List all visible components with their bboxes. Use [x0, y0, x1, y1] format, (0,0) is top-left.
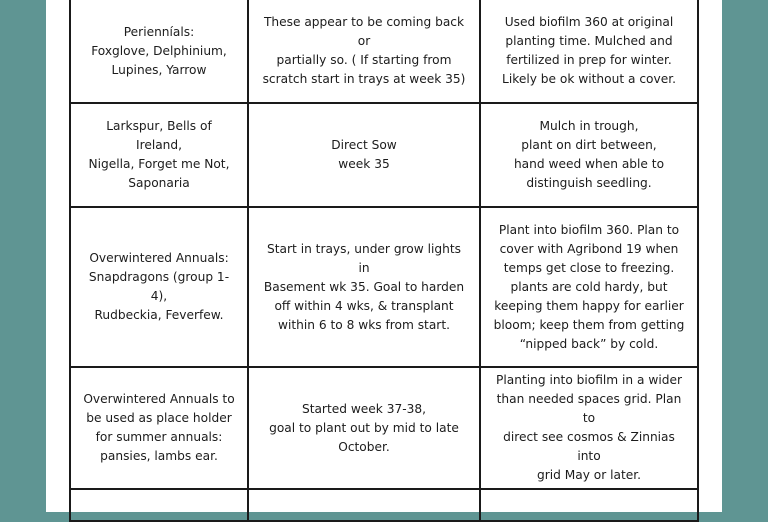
timing-cell: Direct Sow week 35 [248, 103, 480, 207]
empty-cell [480, 489, 698, 521]
plants-cell: Overwintered Annuals to be used as place holder for summer annuals: pansies, lambs ear. [70, 367, 248, 489]
notes-cell: Plant into biofilm 360. Plan to cover with Agribond 19 when temps get close to freezing. plants are cold hardy, but keeping them happy for earlier bloom; keep them from getting “nipped back” by cold. [480, 207, 698, 367]
timing-cell: Start in trays, under grow lights in Basement wk 35. Goal to harden off within 4 wks, & transplant within 6 to 8 wks from start. [248, 207, 480, 367]
table-row-partial [70, 489, 698, 521]
empty-cell [70, 489, 248, 521]
notes-cell: Planting into biofilm in a wider than needed spaces grid. Plan to direct see cosmos & Zinnias into grid May or later. [480, 367, 698, 489]
table-row [70, 0, 698, 103]
timing-cell: These appear to be coming back or partially so. ( If starting from scratch start in trays at week 35) [248, 0, 480, 103]
timing-cell: Started week 37-38, goal to plant out by mid to late October. [248, 367, 480, 489]
table-row [70, 367, 698, 489]
table-row [70, 103, 698, 207]
plants-cell: Larkspur, Bells of Ireland, Nigella, Forget me Not, Saponaria [70, 103, 248, 207]
document-page [46, 0, 722, 512]
planting-table [69, 0, 699, 522]
plants-cell: Perienníals: Foxglove, Delphinium, Lupines, Yarrow [70, 0, 248, 103]
notes-cell: Mulch in trough, plant on dirt between, hand weed when able to distinguish seedling. [480, 103, 698, 207]
notes-cell: Used biofilm 360 at original planting time. Mulched and fertilized in prep for winter. Likely be ok without a cover. [480, 0, 698, 103]
plants-cell: Overwintered Annuals: Snapdragons (group 1-4), Rudbeckia, Feverfew. [70, 207, 248, 367]
empty-cell [248, 489, 480, 521]
table-row [70, 207, 698, 367]
